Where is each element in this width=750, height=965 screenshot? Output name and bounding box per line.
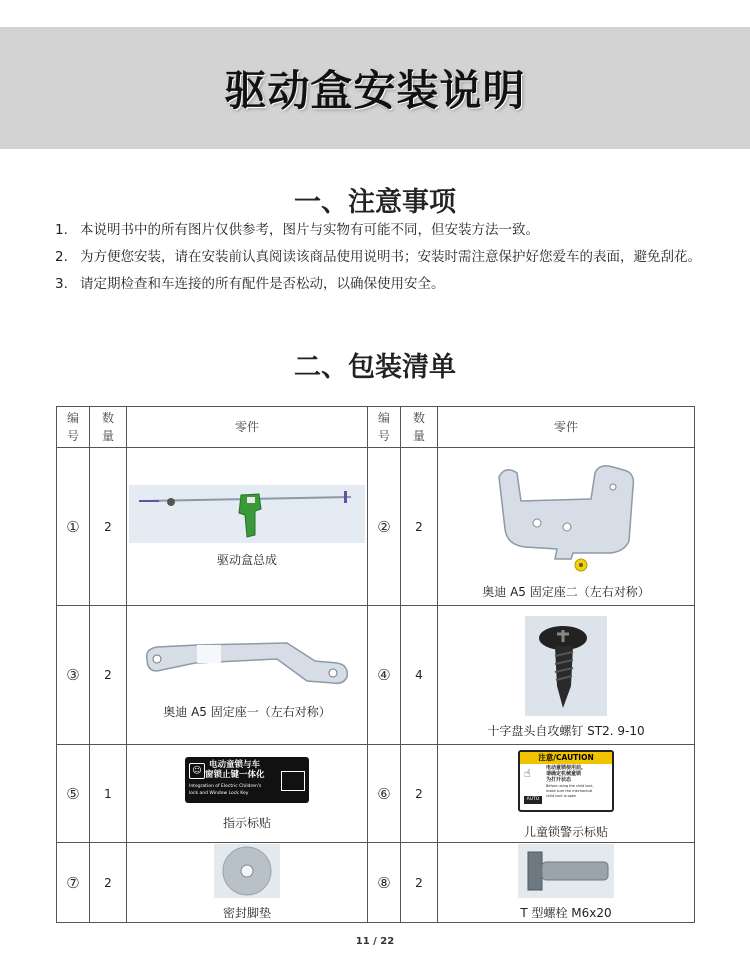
part-name: 奥迪 A5 固定座二（左右对称） bbox=[482, 585, 650, 599]
header-qty: 数量 bbox=[90, 407, 127, 448]
item-number: ② bbox=[368, 448, 401, 606]
seal-pad-icon bbox=[214, 844, 280, 898]
section-heading-notes: 一、注意事项 bbox=[294, 187, 456, 218]
item-number: ⑦ bbox=[57, 843, 90, 923]
label-line: Integration of Electric Children's bbox=[189, 783, 262, 789]
item-qty: 2 bbox=[90, 843, 127, 923]
note-text: 为方便您安装，请在安装前认真阅读该商品使用说明书；安装时需注意保护好您爱车的表面，避免刮花。 bbox=[80, 249, 701, 265]
item-qty: 2 bbox=[90, 448, 127, 606]
part-cell bbox=[127, 745, 368, 843]
table-row bbox=[57, 745, 695, 843]
item-qty: 2 bbox=[401, 745, 438, 843]
child-icon: ☝ bbox=[524, 766, 531, 780]
header-qty: 数量 bbox=[401, 407, 438, 448]
part-name: 密封脚垫 bbox=[222, 906, 271, 920]
label-line: Before using the child lock, bbox=[546, 783, 594, 788]
note-text: 请定期检查和车连接的所有配件是否松动，以确保使用安全。 bbox=[80, 276, 445, 292]
title-banner bbox=[0, 27, 750, 149]
note-text: 本说明书中的所有图片仅供参考，图片与实物有可能不同，但安装方法一致。 bbox=[80, 222, 539, 238]
drive-box-assembly-icon bbox=[129, 485, 365, 543]
label-line: 为打开状态 bbox=[546, 776, 572, 783]
notes-list bbox=[55, 217, 705, 298]
item-qty: 2 bbox=[401, 843, 438, 923]
part-cell bbox=[438, 745, 695, 843]
item-number: ⑥ bbox=[368, 745, 401, 843]
table-row bbox=[57, 448, 695, 606]
table-row bbox=[57, 843, 695, 923]
item-number: ① bbox=[57, 448, 90, 606]
note-number: 1. bbox=[55, 222, 68, 238]
item-number: ⑧ bbox=[368, 843, 401, 923]
header-num: 编号 bbox=[368, 407, 401, 448]
note-item bbox=[55, 271, 705, 298]
part-cell bbox=[438, 843, 695, 923]
warning-label-icon bbox=[518, 750, 614, 812]
label-line: 注意/CAUTION bbox=[520, 752, 612, 764]
label-line: 电动童锁与车 bbox=[209, 759, 261, 770]
header-part: 零件 bbox=[127, 407, 368, 448]
lock-icon: ☺ bbox=[189, 763, 205, 779]
part-cell bbox=[127, 843, 368, 923]
part-name: 驱动盒总成 bbox=[216, 553, 277, 567]
header-part: 零件 bbox=[438, 407, 695, 448]
page-title: 驱动盒安装说明 bbox=[224, 66, 526, 115]
item-number: ③ bbox=[57, 606, 90, 745]
label-line: 窗锁止键一体化 bbox=[205, 769, 265, 780]
t-bolt-icon bbox=[518, 844, 614, 898]
label-line: child lock is open bbox=[546, 793, 577, 798]
item-qty: 2 bbox=[90, 606, 127, 745]
part-name: 儿童锁警示标贴 bbox=[523, 824, 608, 839]
note-number: 3. bbox=[55, 276, 68, 292]
label-line: AUTO bbox=[524, 796, 542, 804]
part-name: T 型螺栓 M6x20 bbox=[520, 906, 612, 920]
note-item bbox=[55, 217, 705, 244]
window-icon bbox=[281, 771, 305, 791]
note-item bbox=[55, 244, 705, 271]
label-line: lock and Window Lock Key bbox=[189, 790, 249, 796]
part-cell bbox=[127, 606, 368, 745]
note-number: 2. bbox=[55, 249, 68, 265]
label-line: 电动童锁使用前, bbox=[546, 764, 583, 771]
part-name: 指示标贴 bbox=[222, 815, 271, 830]
part-cell bbox=[438, 606, 695, 745]
part-name: 十字盘头自攻螺钉 ST2. 9-10 bbox=[487, 723, 645, 738]
item-number: ⑤ bbox=[57, 745, 90, 843]
item-qty: 1 bbox=[90, 745, 127, 843]
item-qty: 4 bbox=[401, 606, 438, 745]
packing-list-table bbox=[56, 406, 695, 923]
page-number: 11 / 22 bbox=[355, 936, 395, 947]
section-heading-packing: 二、包装清单 bbox=[294, 352, 456, 383]
bracket-one-icon bbox=[137, 631, 357, 695]
item-qty: 2 bbox=[401, 448, 438, 606]
table-row bbox=[57, 606, 695, 745]
part-name: 奥迪 A5 固定座一（左右对称） bbox=[163, 704, 331, 719]
part-cell bbox=[127, 448, 368, 606]
screw-icon bbox=[525, 616, 607, 716]
item-number: ④ bbox=[368, 606, 401, 745]
label-line: 请确定机械童锁 bbox=[546, 770, 582, 777]
bracket-two-icon bbox=[491, 457, 641, 577]
header-num: 编号 bbox=[57, 407, 90, 448]
table-header-row bbox=[57, 407, 695, 448]
part-cell bbox=[438, 448, 695, 606]
label-line: make sure the mechanical bbox=[546, 788, 593, 793]
indicator-label-icon bbox=[185, 757, 309, 803]
